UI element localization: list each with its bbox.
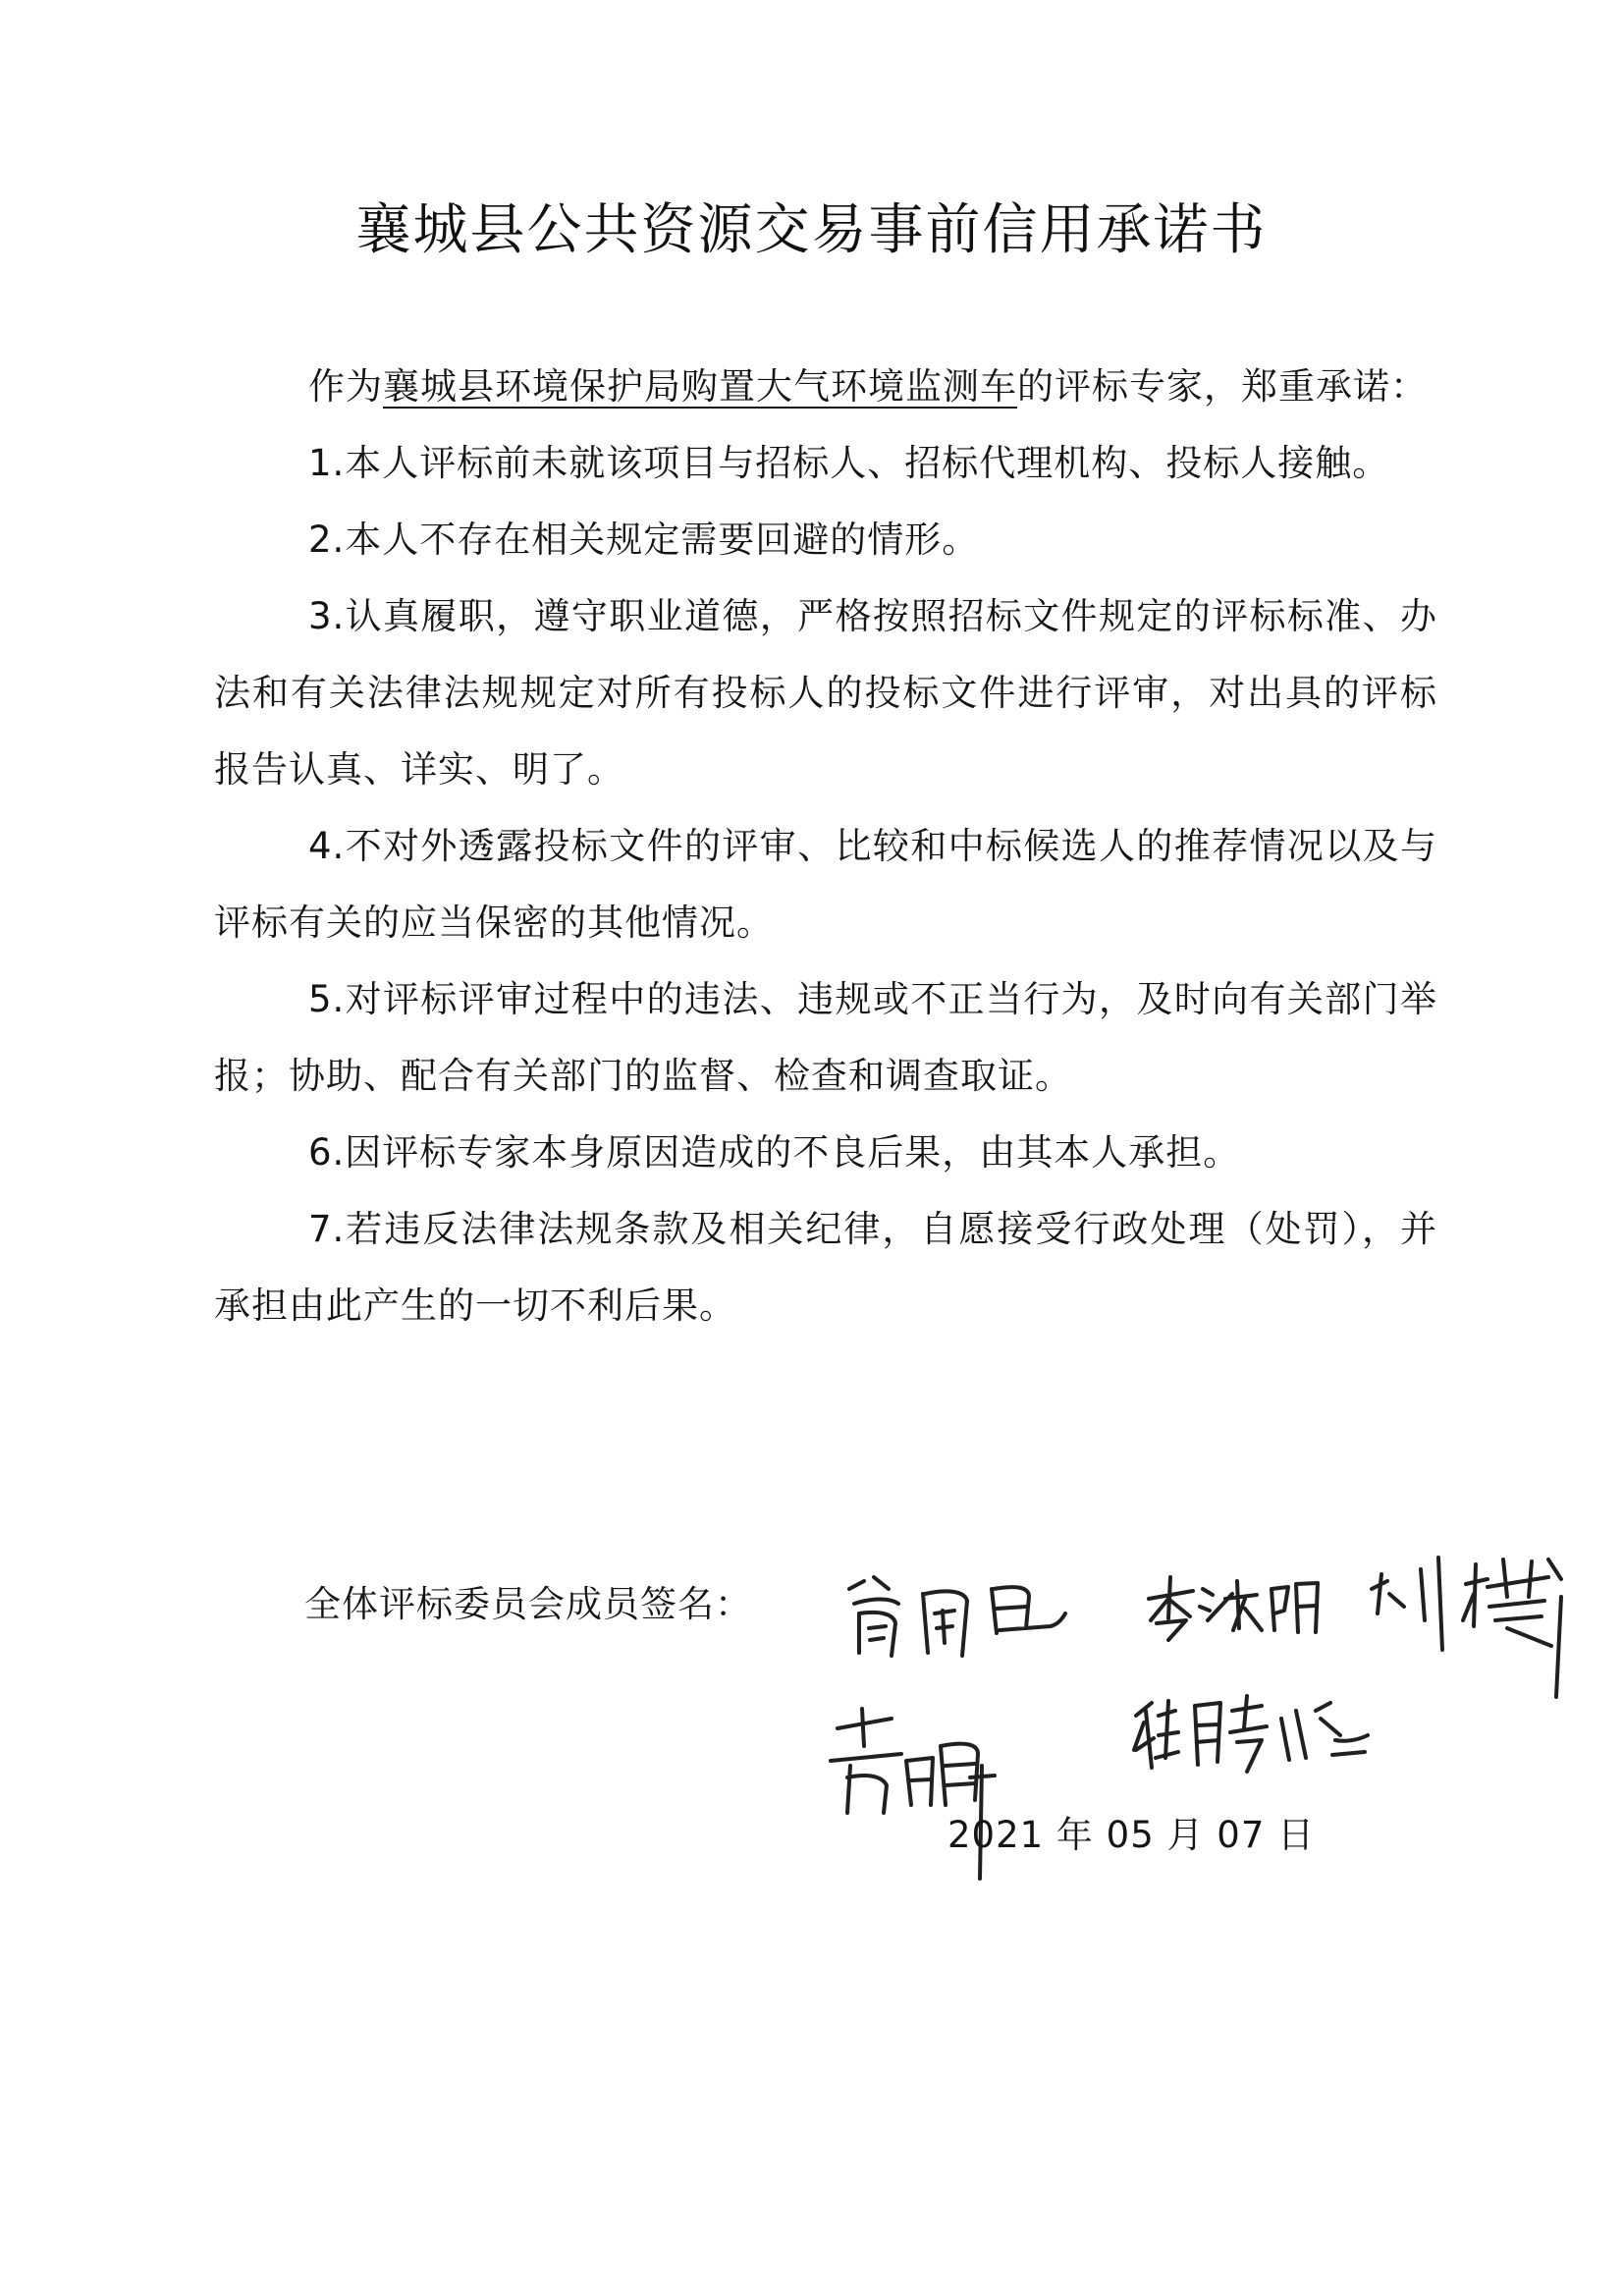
signature-label: 全体评标委员会成员签名： bbox=[304, 1583, 752, 1625]
document-title: 襄城县公共资源交易事前信用承诺书 bbox=[355, 198, 1268, 262]
handwritten-signature-5 bbox=[1124, 1681, 1384, 1784]
project-name: 襄城县环境保护局购置大气环境监测车 bbox=[383, 365, 1017, 408]
commitment-item-7: 7.若违反法律法规条款及相关纪律，自愿接受行政处理（处罚），并承担由此产生的一切不利后果。 bbox=[214, 1208, 1437, 1327]
commitment-item-4: 4.不对外透露投标文件的评审、比较和中标候选人的推荐情况以及与评标有关的应当保密的其他情况。 bbox=[214, 825, 1437, 944]
handwritten-signature-3 bbox=[1360, 1550, 1581, 1731]
intro-suffix: 的评标专家，郑重承诺： bbox=[1017, 365, 1428, 408]
document-body bbox=[214, 349, 1437, 1344]
commitment-item-6: 6.因评标专家本身原因造成的不良后果，由其本人承担。 bbox=[308, 1131, 1241, 1174]
handwritten-signature-2 bbox=[1139, 1559, 1335, 1648]
commitment-item-3: 3.认真履职，遵守职业道德，严格按照招标文件规定的评标标准、办法和有关法律法规规定对所有投标人的投标文件进行评审，对出具的评标报告认真、详实、明了。 bbox=[214, 595, 1437, 791]
intro-paragraph bbox=[214, 349, 1437, 425]
commitment-item-5: 5.对评标评审过程中的违法、违规或不正当行为，及时向有关部门举报；协助、配合有关部门的监督、检查和调查取证。 bbox=[214, 978, 1437, 1097]
commitment-item-1: 1.本人评标前未就该项目与招标人、招标代理机构、投标人接触。 bbox=[308, 442, 1390, 484]
handwritten-signature-1 bbox=[835, 1559, 1080, 1667]
commitment-item-2: 2.本人不存在相关规定需要回避的情形。 bbox=[308, 519, 980, 561]
document-date: 2021 年 05 月 07 日 bbox=[947, 1814, 1316, 1856]
intro-prefix: 作为 bbox=[308, 365, 383, 408]
